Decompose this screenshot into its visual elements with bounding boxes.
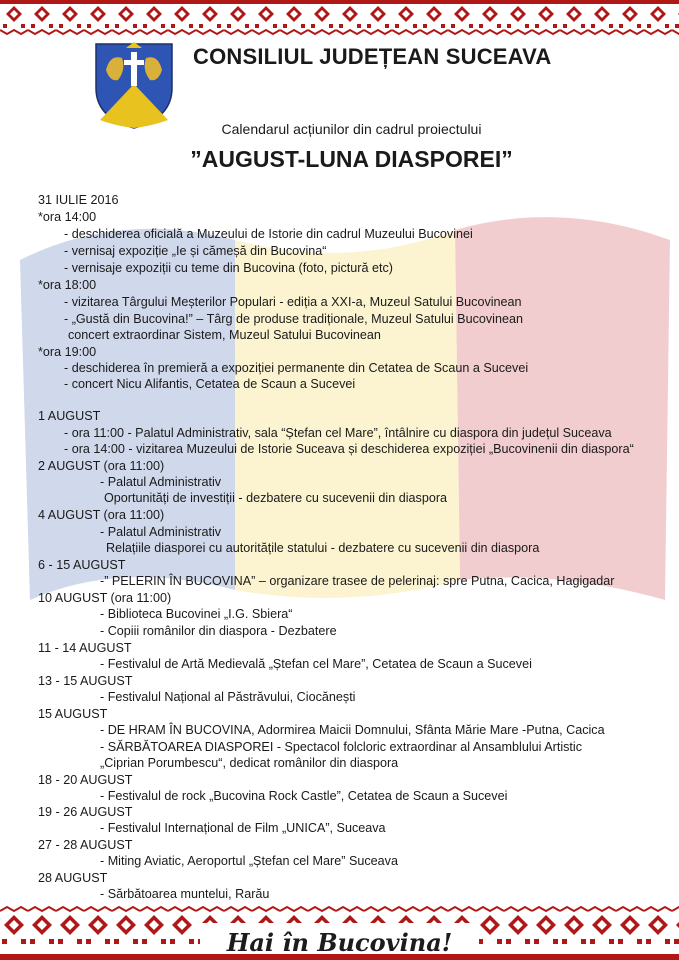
schedule-date-heading: 4 AUGUST (ora 11:00) [38,508,165,522]
schedule-event: - vernisaje expoziții cu teme din Bucovina (foto, pictură etc) [64,261,393,275]
schedule-date-heading: 28 AUGUST [38,871,108,885]
schedule-event: - vizitarea Târgului Meșterilor Populari - ediția a XXI-a, Muzeul Satului Bucovinean [64,295,522,309]
schedule-event: - Palatul Administrativ [100,525,222,539]
schedule-date-heading: 1 AUGUST [38,409,101,423]
schedule-date-heading: 13 - 15 AUGUST [38,674,133,688]
schedule-event: - Biblioteca Bucovinei „I.G. Sbiera“ [100,607,293,621]
document-title: ”AUGUST-LUNA DIASPOREI” [190,146,513,172]
document-subtitle: Calendarul acțiunilor din cadrul proiectului [221,121,482,137]
schedule-event: - deschiderea oficială a Muzeului de Istorie din cadrul Muzeului Bucovinei [64,227,473,241]
footer-slogan: Hai în Bucovina! [226,928,453,957]
schedule-time-heading: *ora 14:00 [38,210,97,224]
schedule-time-heading: *ora 18:00 [38,278,97,292]
schedule-event: Relațiile diasporei cu autoritățile statului - dezbatere cu sucevenii din diaspora [106,541,540,555]
schedule-date-heading: 18 - 20 AUGUST [38,773,133,787]
schedule-time-heading: *ora 19:00 [38,345,97,359]
schedule-date-heading: 2 AUGUST (ora 11:00) [38,459,165,473]
schedule-event: - SĂRBĂTOAREA DIASPOREI - Spectacol folcloric extraordinar al Ansamblului Artistic [100,740,583,754]
schedule-event: Oportunități de investiții - dezbatere cu sucevenii din diaspora [104,491,448,505]
schedule-event: - vernisaj expoziție „Ie și cămeșă din Bucovina“ [64,244,327,258]
schedule-event: - ora 11:00 - Palatul Administrativ, sala “Ștefan cel Mare”, întâlnire cu diaspora din județul Suceava [64,426,612,440]
schedule-date-heading: 27 - 28 AUGUST [38,838,133,852]
schedule-date-heading: 19 - 26 AUGUST [38,805,133,819]
schedule-event: - Copiii românilor din diaspora - Dezbatere [100,624,337,638]
schedule-event: - Palatul Administrativ [100,475,222,489]
schedule-event: - Festivalul de Artă Medievală „Ștefan cel Mare”, Cetatea de Scaun a Sucevei [100,657,532,671]
schedule-event: - Miting Aviatic, Aeroportul „Ștefan cel Mare” Suceava [100,854,398,868]
organization-name: CONSILIUL JUDEȚEAN SUCEAVA [193,44,552,69]
schedule-event: - DE HRAM ÎN BUCOVINA, Adormirea Maicii Domnului, Sfânta Mărie Mare -Putna, Cacica [100,723,605,737]
schedule-event: - „Gustă din Bucovina!” – Târg de produse tradiționale, Muzeul Satului Bucovinean [64,312,524,326]
schedule-date-heading: 15 AUGUST [38,707,108,721]
schedule-date-heading: 6 - 15 AUGUST [38,558,126,572]
schedule-event: - ora 14:00 - vizitarea Muzeului de Istorie Suceava și deschiderea expoziției „Bucovinenii din diaspora“ [64,442,634,456]
schedule-event: - Festivalul Național al Păstrăvului, Ciocănești [100,690,356,704]
schedule-event: - Sărbătoarea muntelui, Rarău [100,887,270,901]
schedule-event: - Festivalul de rock „Bucovina Rock Castle”, Cetatea de Scaun a Sucevei [100,789,508,803]
schedule-date-heading: 10 AUGUST (ora 11:00) [38,591,172,605]
schedule-event: -” PELERIN ÎN BUCOVINA” – organizare trasee de pelerinaj: spre Putna, Cacica, Hagigadar [100,574,615,588]
schedule-event: - deschiderea în premieră a expoziției permanente din Cetatea de Scaun a Sucevei [64,361,529,375]
schedule-event: - concert Nicu Alifantis, Cetatea de Scaun a Sucevei [64,377,356,391]
schedule-date-heading: 11 - 14 AUGUST [38,641,132,655]
schedule-date-heading: 31 IULIE 2016 [38,193,119,207]
schedule-event: concert extraordinar Sistem, Muzeul Satului Bucovinean [68,328,381,342]
schedule-event: „Ciprian Porumbescu“, dedicat românilor din diaspora [100,756,399,770]
schedule-event: - Festivalul Internațional de Film „UNICA”, Suceava [100,821,386,835]
